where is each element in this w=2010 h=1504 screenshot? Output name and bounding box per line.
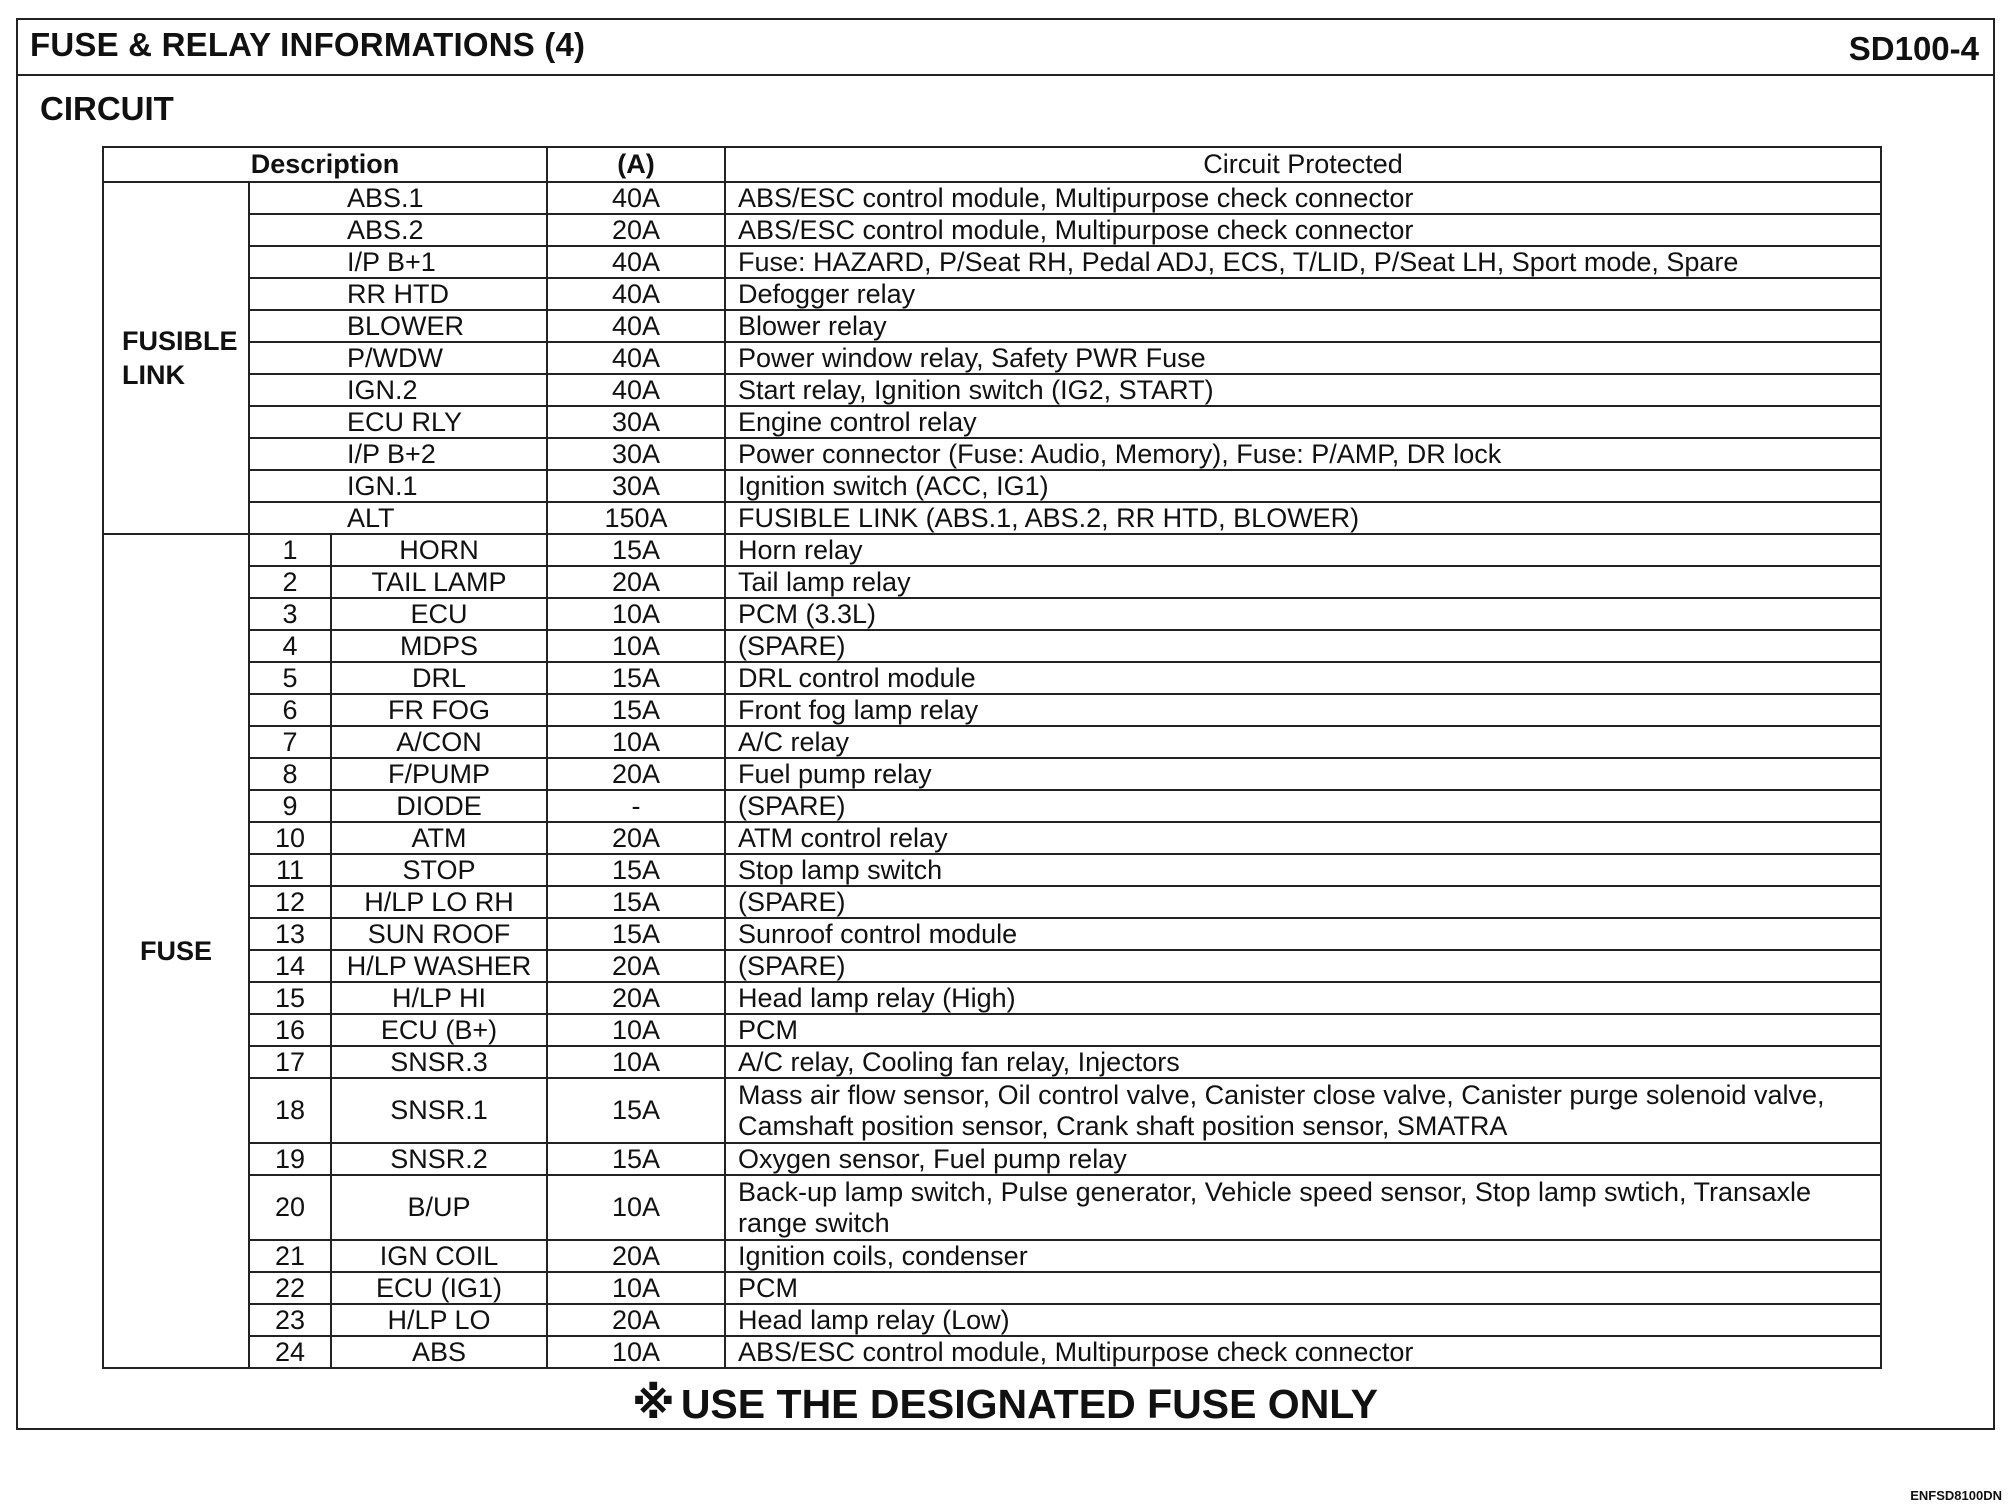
fuse-row bbox=[103, 726, 1881, 758]
fuse-circuit: A/C relay bbox=[725, 726, 1881, 758]
fusible-link-amp: 20A bbox=[547, 214, 725, 246]
fuse-amp: 15A bbox=[547, 918, 725, 950]
fusible-link-name: P/WDW bbox=[249, 342, 547, 374]
header-amp: (A) bbox=[547, 147, 725, 182]
fuse-row bbox=[103, 758, 1881, 790]
fuse-name: ECU bbox=[331, 598, 547, 630]
fuse-name: ABS bbox=[331, 1336, 547, 1368]
fuse-amp: 10A bbox=[547, 1336, 725, 1368]
fuse-circuit: (SPARE) bbox=[725, 630, 1881, 662]
fuse-row bbox=[103, 854, 1881, 886]
fusible-link-circuit: Ignition switch (ACC, IG1) bbox=[725, 470, 1881, 502]
fuse-number: 2 bbox=[249, 566, 331, 598]
fuse-relay-table bbox=[102, 146, 1882, 1369]
fuse-amp: 15A bbox=[547, 1143, 725, 1175]
fusible-link-row bbox=[103, 342, 1881, 374]
fuse-number: 19 bbox=[249, 1143, 331, 1175]
fusible-link-group-label: FUSIBLE LINK bbox=[103, 182, 249, 534]
fuse-amp: - bbox=[547, 790, 725, 822]
fuse-row bbox=[103, 1240, 1881, 1272]
warning-text: USE THE DESIGNATED FUSE ONLY bbox=[680, 1381, 1378, 1427]
fuse-row bbox=[103, 598, 1881, 630]
fuse-number: 5 bbox=[249, 662, 331, 694]
fusible-link-name: BLOWER bbox=[249, 310, 547, 342]
fuse-amp: 20A bbox=[547, 950, 725, 982]
fusible-link-amp: 40A bbox=[547, 278, 725, 310]
fuse-number: 24 bbox=[249, 1336, 331, 1368]
fuse-amp: 15A bbox=[547, 886, 725, 918]
fuse-circuit: Head lamp relay (Low) bbox=[725, 1304, 1881, 1336]
fuse-row bbox=[103, 1336, 1881, 1368]
fuse-circuit: Head lamp relay (High) bbox=[725, 982, 1881, 1014]
fuse-name: STOP bbox=[331, 854, 547, 886]
fuse-circuit: ATM control relay bbox=[725, 822, 1881, 854]
fusible-link-name: ABS.1 bbox=[249, 182, 547, 214]
fusible-link-name: ECU RLY bbox=[249, 406, 547, 438]
fuse-row bbox=[103, 662, 1881, 694]
fuse-amp: 20A bbox=[547, 822, 725, 854]
fuse-row bbox=[103, 534, 1881, 566]
fuse-circuit: PCM (3.3L) bbox=[725, 598, 1881, 630]
fusible-link-amp: 40A bbox=[547, 246, 725, 278]
fuse-row bbox=[103, 694, 1881, 726]
fuse-circuit: Tail lamp relay bbox=[725, 566, 1881, 598]
fuse-row bbox=[103, 1046, 1881, 1078]
fuse-row bbox=[103, 630, 1881, 662]
fuse-amp: 10A bbox=[547, 1014, 725, 1046]
fuse-number: 9 bbox=[249, 790, 331, 822]
fuse-name: SUN ROOF bbox=[331, 918, 547, 950]
fuse-name: DRL bbox=[331, 662, 547, 694]
fuse-circuit: (SPARE) bbox=[725, 886, 1881, 918]
fuse-number: 20 bbox=[249, 1175, 331, 1240]
fuse-group-label: FUSE bbox=[103, 534, 249, 1368]
fuse-amp: 10A bbox=[547, 630, 725, 662]
warning-note bbox=[0, 1378, 2010, 1429]
fuse-number: 8 bbox=[249, 758, 331, 790]
fuse-name: H/LP HI bbox=[331, 982, 547, 1014]
fuse-number: 6 bbox=[249, 694, 331, 726]
fuse-amp: 10A bbox=[547, 1175, 725, 1240]
fuse-circuit: A/C relay, Cooling fan relay, Injectors bbox=[725, 1046, 1881, 1078]
header-circuit: Circuit Protected bbox=[725, 147, 1881, 182]
page-header bbox=[18, 20, 1993, 76]
fusible-link-amp: 150A bbox=[547, 502, 725, 534]
fuse-name: B/UP bbox=[331, 1175, 547, 1240]
fusible-link-circuit: Fuse: HAZARD, P/Seat RH, Pedal ADJ, ECS, T/LID, P/Seat LH, Sport mode, Spare bbox=[725, 246, 1881, 278]
fusible-link-amp: 40A bbox=[547, 310, 725, 342]
fusible-link-row bbox=[103, 246, 1881, 278]
fusible-link-name: I/P B+2 bbox=[249, 438, 547, 470]
fuse-name: H/LP LO bbox=[331, 1304, 547, 1336]
fuse-amp: 15A bbox=[547, 662, 725, 694]
fuse-name: SNSR.2 bbox=[331, 1143, 547, 1175]
fuse-number: 10 bbox=[249, 822, 331, 854]
fusible-link-amp: 40A bbox=[547, 374, 725, 406]
fusible-link-name: IGN.1 bbox=[249, 470, 547, 502]
fuse-number: 15 bbox=[249, 982, 331, 1014]
fuse-name: F/PUMP bbox=[331, 758, 547, 790]
fusible-link-row bbox=[103, 374, 1881, 406]
fuse-row bbox=[103, 1175, 1881, 1240]
fusible-link-circuit: ABS/ESC control module, Multipurpose check connector bbox=[725, 214, 1881, 246]
fuse-number: 18 bbox=[249, 1078, 331, 1143]
fusible-link-row bbox=[103, 502, 1881, 534]
fusible-link-name: ALT bbox=[249, 502, 547, 534]
fuse-row bbox=[103, 822, 1881, 854]
fuse-name: SNSR.3 bbox=[331, 1046, 547, 1078]
fuse-circuit: ABS/ESC control module, Multipurpose check connector bbox=[725, 1336, 1881, 1368]
page-code: SD100-4 bbox=[1848, 30, 1979, 67]
fuse-row bbox=[103, 566, 1881, 598]
fuse-row bbox=[103, 918, 1881, 950]
fusible-link-row bbox=[103, 406, 1881, 438]
fusible-link-amp: 40A bbox=[547, 182, 725, 214]
fuse-amp: 15A bbox=[547, 694, 725, 726]
fuse-circuit: Mass air flow sensor, Oil control valve, Canister close valve, Canister purge solenoid valve, Camshaft position sensor, Crank shaft position sensor, SMATRA bbox=[725, 1078, 1881, 1143]
fuse-number: 13 bbox=[249, 918, 331, 950]
fuse-name: IGN COIL bbox=[331, 1240, 547, 1272]
fuse-circuit: (SPARE) bbox=[725, 790, 1881, 822]
fuse-name: ECU (B+) bbox=[331, 1014, 547, 1046]
fuse-number: 16 bbox=[249, 1014, 331, 1046]
fuse-row bbox=[103, 982, 1881, 1014]
fuse-number: 23 bbox=[249, 1304, 331, 1336]
fuse-number: 1 bbox=[249, 534, 331, 566]
fuse-amp: 10A bbox=[547, 726, 725, 758]
fuse-number: 12 bbox=[249, 886, 331, 918]
fuse-name: TAIL LAMP bbox=[331, 566, 547, 598]
fuse-circuit: PCM bbox=[725, 1272, 1881, 1304]
table-header-row bbox=[103, 147, 1881, 182]
fuse-amp: 20A bbox=[547, 1240, 725, 1272]
fuse-name: H/LP WASHER bbox=[331, 950, 547, 982]
fuse-name: A/CON bbox=[331, 726, 547, 758]
fusible-link-circuit: Defogger relay bbox=[725, 278, 1881, 310]
fuse-number: 7 bbox=[249, 726, 331, 758]
fuse-circuit: Horn relay bbox=[725, 534, 1881, 566]
fuse-name: DIODE bbox=[331, 790, 547, 822]
fusible-link-row bbox=[103, 310, 1881, 342]
fuse-amp: 15A bbox=[547, 854, 725, 886]
fuse-name: SNSR.1 bbox=[331, 1078, 547, 1143]
fuse-amp: 10A bbox=[547, 1272, 725, 1304]
fusible-link-circuit: ABS/ESC control module, Multipurpose check connector bbox=[725, 182, 1881, 214]
fuse-number: 21 bbox=[249, 1240, 331, 1272]
fuse-name: ATM bbox=[331, 822, 547, 854]
page-title: FUSE & RELAY INFORMATIONS (4) bbox=[30, 26, 586, 63]
fusible-link-amp: 40A bbox=[547, 342, 725, 374]
fuse-amp: 10A bbox=[547, 598, 725, 630]
fuse-amp: 20A bbox=[547, 758, 725, 790]
fuse-amp: 15A bbox=[547, 534, 725, 566]
fuse-amp: 20A bbox=[547, 1304, 725, 1336]
fuse-row bbox=[103, 1078, 1881, 1143]
fuse-row bbox=[103, 950, 1881, 982]
fuse-row bbox=[103, 1272, 1881, 1304]
header-description: Description bbox=[103, 147, 547, 182]
fuse-amp: 10A bbox=[547, 1046, 725, 1078]
fuse-name: MDPS bbox=[331, 630, 547, 662]
fuse-number: 3 bbox=[249, 598, 331, 630]
fusible-link-row bbox=[103, 182, 1881, 214]
fuse-name: ECU (IG1) bbox=[331, 1272, 547, 1304]
fuse-row bbox=[103, 1143, 1881, 1175]
fusible-link-name: IGN.2 bbox=[249, 374, 547, 406]
fuse-name: H/LP LO RH bbox=[331, 886, 547, 918]
fuse-circuit: Back-up lamp switch, Pulse generator, Vehicle speed sensor, Stop lamp swtich, Transaxle range switch bbox=[725, 1175, 1881, 1240]
reference-mark-icon: ※ bbox=[632, 1379, 675, 1428]
fusible-link-row bbox=[103, 470, 1881, 502]
fusible-link-name: RR HTD bbox=[249, 278, 547, 310]
fuse-amp: 20A bbox=[547, 982, 725, 1014]
fusible-link-circuit: Blower relay bbox=[725, 310, 1881, 342]
fuse-number: 22 bbox=[249, 1272, 331, 1304]
fuse-circuit: Oxygen sensor, Fuel pump relay bbox=[725, 1143, 1881, 1175]
fuse-circuit: Ignition coils, condenser bbox=[725, 1240, 1881, 1272]
fuse-circuit: (SPARE) bbox=[725, 950, 1881, 982]
fuse-row bbox=[103, 1304, 1881, 1336]
fuse-circuit: DRL control module bbox=[725, 662, 1881, 694]
fuse-name: FR FOG bbox=[331, 694, 547, 726]
fusible-link-circuit: Power connector (Fuse: Audio, Memory), Fuse: P/AMP, DR lock bbox=[725, 438, 1881, 470]
fusible-link-circuit: Power window relay, Safety PWR Fuse bbox=[725, 342, 1881, 374]
fusible-link-amp: 30A bbox=[547, 470, 725, 502]
fusible-link-circuit: Start relay, Ignition switch (IG2, START) bbox=[725, 374, 1881, 406]
fusible-link-row bbox=[103, 278, 1881, 310]
fuse-circuit: Front fog lamp relay bbox=[725, 694, 1881, 726]
fusible-link-row bbox=[103, 438, 1881, 470]
fuse-circuit: Sunroof control module bbox=[725, 918, 1881, 950]
fusible-link-circuit: Engine control relay bbox=[725, 406, 1881, 438]
fuse-number: 4 bbox=[249, 630, 331, 662]
fusible-link-row bbox=[103, 214, 1881, 246]
document-id: ENFSD8100DN bbox=[1910, 1488, 2002, 1503]
fusible-link-name: ABS.2 bbox=[249, 214, 547, 246]
fusible-link-circuit: FUSIBLE LINK (ABS.1, ABS.2, RR HTD, BLOWER) bbox=[725, 502, 1881, 534]
fuse-number: 11 bbox=[249, 854, 331, 886]
fuse-amp: 20A bbox=[547, 566, 725, 598]
fuse-row bbox=[103, 886, 1881, 918]
fuse-name: HORN bbox=[331, 534, 547, 566]
fusible-link-amp: 30A bbox=[547, 406, 725, 438]
table-body bbox=[103, 182, 1881, 1368]
fuse-number: 17 bbox=[249, 1046, 331, 1078]
fuse-circuit: Fuel pump relay bbox=[725, 758, 1881, 790]
fuse-circuit: PCM bbox=[725, 1014, 1881, 1046]
section-title: CIRCUIT bbox=[40, 90, 174, 127]
fusible-link-name: I/P B+1 bbox=[249, 246, 547, 278]
fuse-circuit: Stop lamp switch bbox=[725, 854, 1881, 886]
fuse-row bbox=[103, 1014, 1881, 1046]
fuse-amp: 15A bbox=[547, 1078, 725, 1143]
fusible-link-amp: 30A bbox=[547, 438, 725, 470]
fuse-row bbox=[103, 790, 1881, 822]
fuse-number: 14 bbox=[249, 950, 331, 982]
